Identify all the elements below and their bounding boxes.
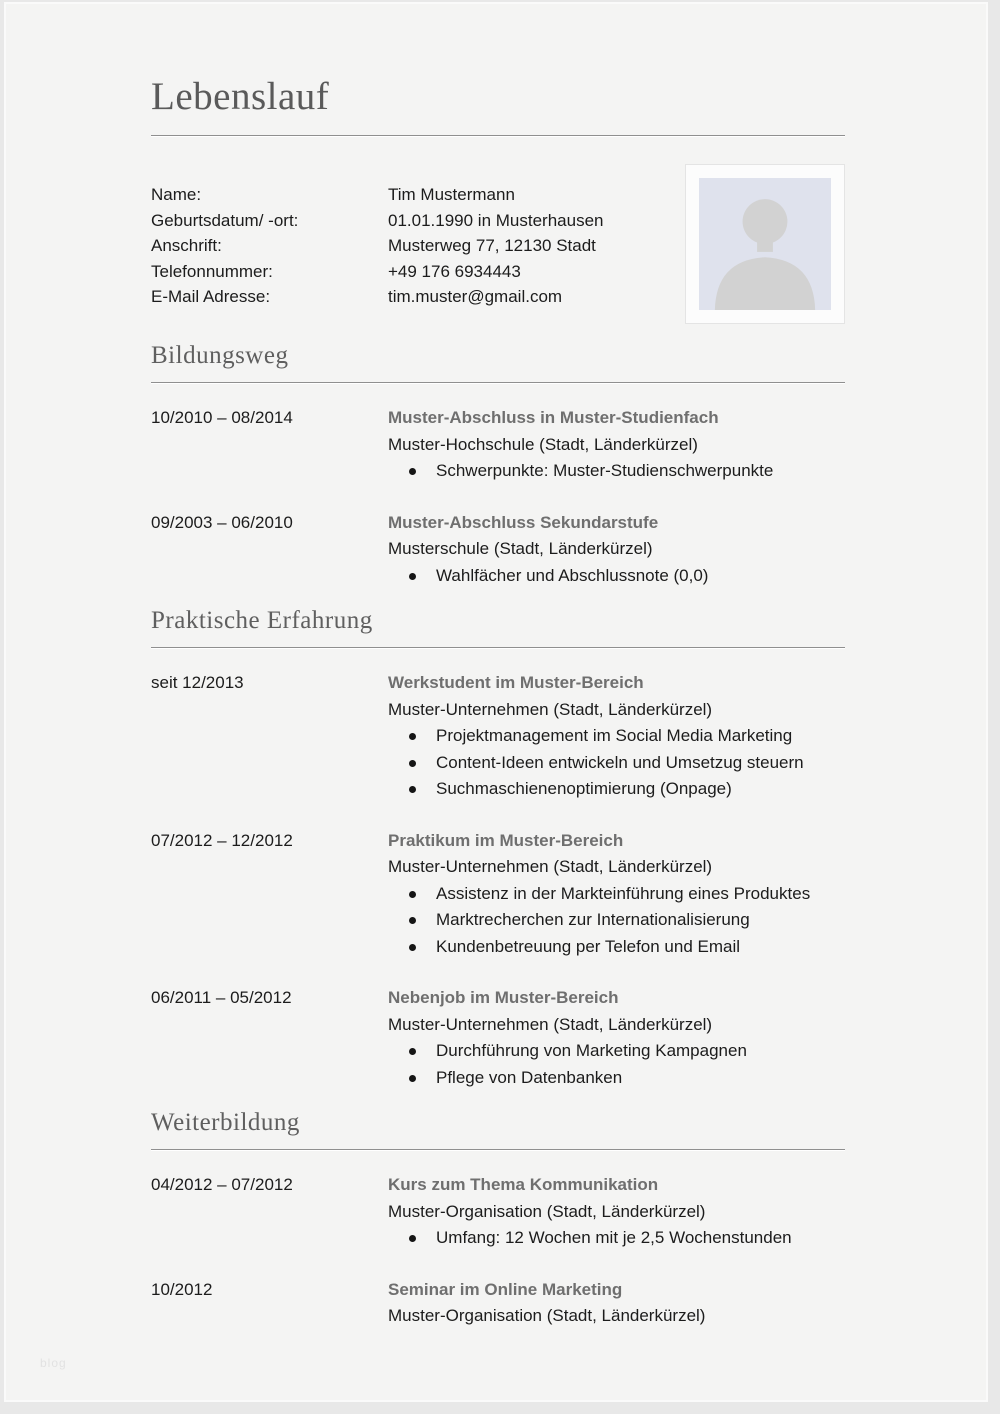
entry-organization: Muster-Hochschule (Stadt, Länderkürzel) (388, 434, 698, 454)
section-heading: Praktische Erfahrung (151, 607, 373, 634)
entry-title: Kurs zum Thema Kommunikation (388, 1175, 659, 1194)
entry-body (388, 670, 845, 803)
entry-bullet-item (388, 934, 845, 961)
personal-info-label: Geburtsdatum/ -ort: (151, 210, 299, 230)
entry-date: seit 12/2013 (151, 673, 244, 692)
section-heading: Bildungsweg (151, 342, 289, 369)
page-title: Lebenslauf (151, 75, 330, 118)
personal-info-value: Tim Mustermann (388, 185, 515, 204)
bullet-icon (409, 760, 416, 767)
entry-organization: Muster-Unternehmen (Stadt, Länderkürzel) (388, 699, 713, 719)
cv-entry (151, 985, 845, 1091)
bullet-icon (409, 944, 416, 951)
cv-section (151, 605, 845, 1091)
entry-body (388, 1172, 845, 1252)
section-divider (151, 1149, 845, 1150)
bullet-icon (409, 891, 416, 898)
entry-body (388, 510, 845, 590)
entry-bullet-item (388, 907, 845, 934)
personal-info-label: E-Mail Adresse: (151, 287, 271, 306)
bullet-text: Marktrecherchen zur Internationalisierung (436, 910, 750, 929)
entry-title: Werkstudent im Muster-Bereich (388, 673, 644, 692)
cv-entry (151, 405, 845, 485)
personal-info-label: Name: (151, 185, 202, 204)
cv-entry (151, 670, 845, 803)
cv-entry (151, 1277, 845, 1330)
entry-bullet-item (388, 776, 845, 803)
sections-container (151, 340, 845, 1330)
entry-body (388, 985, 845, 1091)
personal-info-label: Anschrift: (151, 236, 222, 255)
entry-bullet-item (388, 1225, 845, 1252)
personal-info-label: Telefonnummer: (151, 261, 273, 281)
entry-bullet-item (388, 458, 845, 485)
entry-body (388, 828, 845, 961)
entry-date: 07/2012 – 12/2012 (151, 830, 293, 850)
bullet-text: Projektmanagement im Social Media Marketing (436, 726, 793, 745)
bullet-icon (409, 1235, 416, 1242)
entry-bullet-list (388, 458, 845, 485)
entry-organization: Muster-Unternehmen (Stadt, Länderkürzel) (388, 857, 713, 876)
bullet-text: Assistenz in der Markteinführung eines Produktes (436, 883, 811, 903)
entry-bullet-item (388, 1038, 845, 1065)
cv-section (151, 340, 845, 589)
entry-bullet-item (388, 881, 845, 908)
resume-page (4, 2, 988, 1402)
entry-title: Praktikum im Muster-Bereich (388, 830, 624, 850)
entry-organization: Muster-Organisation (Stadt, Länderkürzel) (388, 1306, 706, 1325)
section-entries (151, 1172, 845, 1330)
bullet-icon (409, 1048, 416, 1055)
personal-info-value: +49 176 6934443 (388, 261, 521, 281)
entry-bullet-list (388, 723, 845, 803)
section-entries (151, 405, 845, 589)
entry-title: Seminar im Online Marketing (388, 1279, 623, 1299)
entry-bullet-list (388, 1038, 845, 1091)
resume-content (151, 4, 845, 1330)
entry-date: 09/2003 – 06/2010 (151, 512, 293, 532)
personal-info-value: Musterweg 77, 12130 Stadt (388, 236, 596, 255)
entry-title: Nebenjob im Muster-Bereich (388, 988, 619, 1007)
cv-entry (151, 828, 845, 961)
section-heading: Weiterbildung (151, 1109, 300, 1136)
title-divider (151, 135, 845, 136)
section-divider (151, 647, 845, 648)
section-divider (151, 382, 845, 383)
personal-info-value: tim.muster@gmail.com (388, 287, 563, 306)
section-entries (151, 670, 845, 1091)
entry-bullet-list (388, 881, 845, 961)
personal-info-value: 01.01.1990 in Musterhausen (388, 210, 604, 230)
cv-entry (151, 510, 845, 590)
entry-bullet-item (388, 750, 845, 777)
photo-frame (685, 164, 845, 324)
entry-bullet-item (388, 1065, 845, 1092)
entry-bullet-item (388, 723, 845, 750)
bullet-text: Umfang: 12 Wochen mit je 2,5 Wochenstunden (436, 1228, 792, 1247)
bullet-text: Wahlfächer und Abschlussnote (0,0) (436, 565, 709, 585)
person-silhouette-icon (699, 178, 831, 310)
bullet-icon (409, 468, 416, 475)
entry-body (388, 1277, 845, 1330)
bullet-icon (409, 573, 416, 580)
bullet-text: Content-Ideen entwickeln und Umsetzug steuern (436, 752, 804, 772)
entry-date: 04/2012 – 07/2012 (151, 1175, 293, 1194)
watermark-text: blog (40, 1356, 67, 1370)
bullet-icon (409, 917, 416, 924)
entry-bullet-item (388, 563, 845, 590)
entry-date: 10/2012 (151, 1279, 213, 1299)
personal-info-row (151, 208, 685, 234)
entry-date: 10/2010 – 08/2014 (151, 408, 293, 427)
personal-info-row (151, 284, 685, 310)
bullet-icon (409, 733, 416, 740)
bullet-text: Suchmaschienenoptimierung (Onpage) (436, 779, 732, 798)
entry-bullet-list (388, 1225, 845, 1252)
bullet-text: Kundenbetreuung per Telefon und Email (436, 936, 741, 956)
bullet-text: Durchführung von Marketing Kampagnen (436, 1041, 747, 1060)
personal-info-section (151, 164, 845, 324)
entry-organization: Muster-Unternehmen (Stadt, Länderkürzel) (388, 1014, 713, 1034)
entry-bullet-list (388, 563, 845, 590)
bullet-icon (409, 786, 416, 793)
bullet-text: Schwerpunkte: Muster-Studienschwerpunkte (436, 461, 774, 480)
personal-info-row (151, 182, 685, 208)
cv-section (151, 1107, 845, 1330)
personal-info-row (151, 233, 685, 259)
personal-info-row (151, 259, 685, 285)
personal-info-list (151, 164, 685, 310)
bullet-text: Pflege von Datenbanken (436, 1067, 623, 1087)
bullet-icon (409, 1075, 416, 1082)
portrait-placeholder-image (699, 178, 831, 310)
entry-organization: Muster-Organisation (Stadt, Länderkürzel) (388, 1201, 706, 1221)
entry-body (388, 405, 845, 485)
entry-title: Muster-Abschluss in Muster-Studienfach (388, 408, 719, 427)
cv-entry (151, 1172, 845, 1252)
entry-organization: Musterschule (Stadt, Länderkürzel) (388, 539, 653, 558)
entry-title: Muster-Abschluss Sekundarstufe (388, 512, 659, 532)
entry-date: 06/2011 – 05/2012 (151, 988, 292, 1007)
